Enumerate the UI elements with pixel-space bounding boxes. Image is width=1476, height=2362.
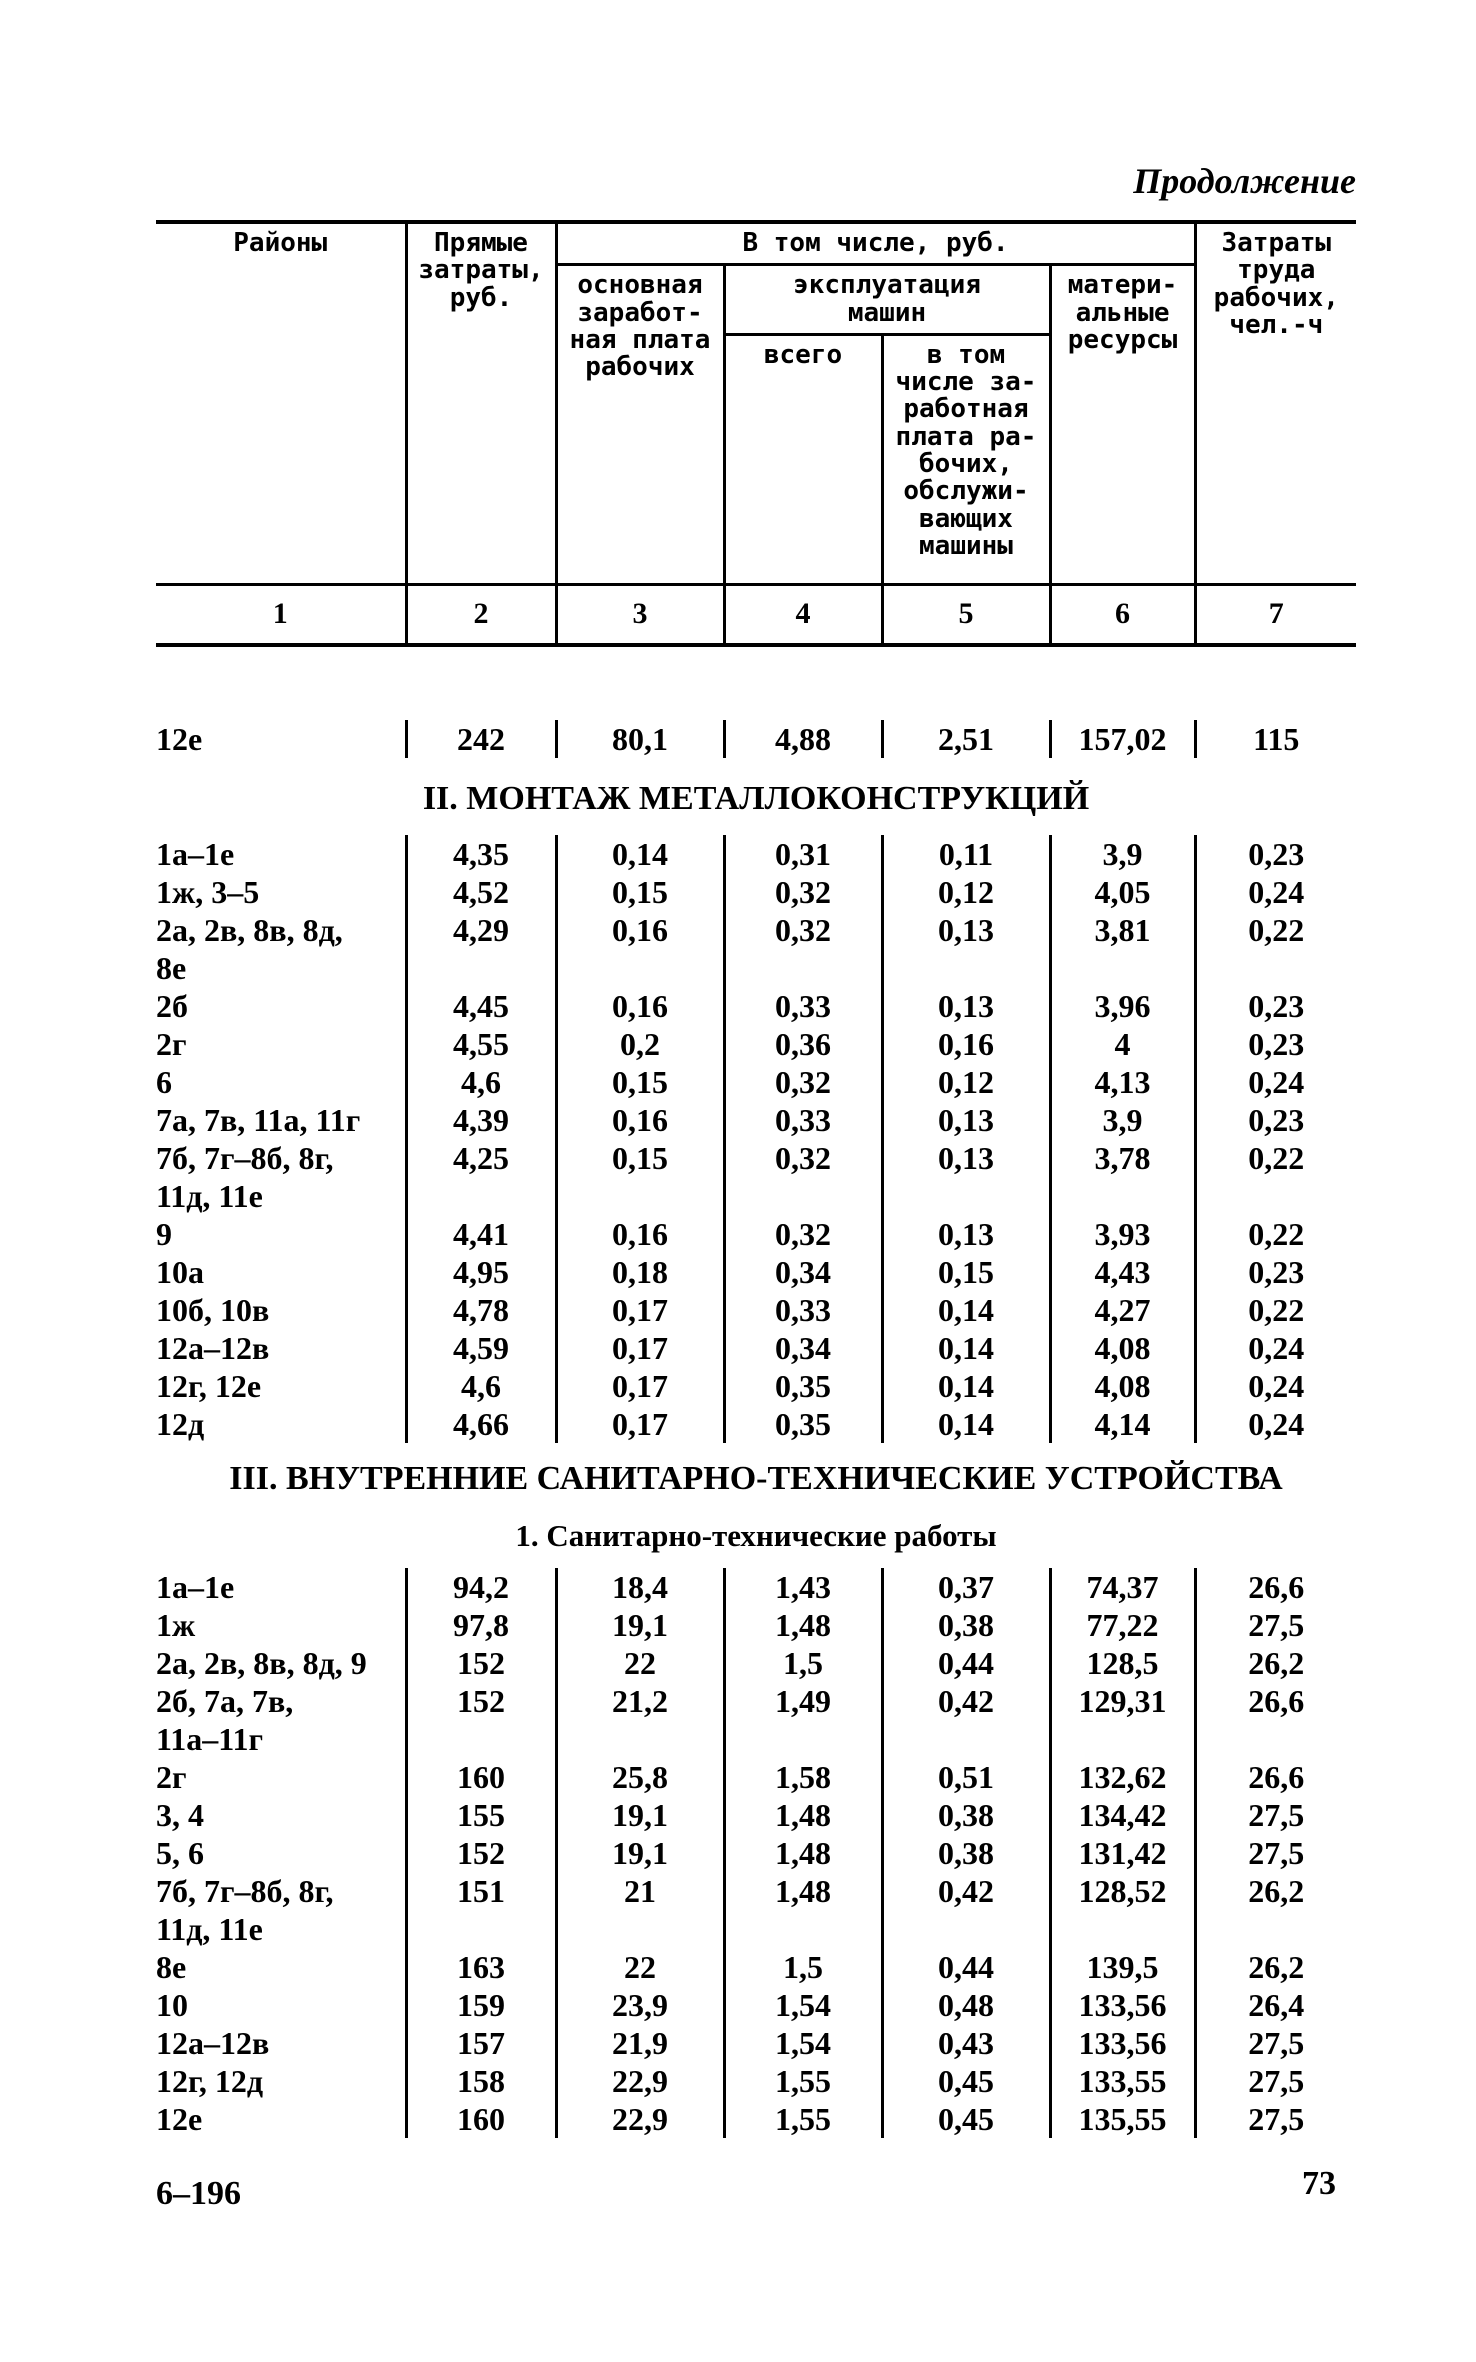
- value-cell: 0,16: [556, 911, 724, 987]
- first-row-block: [156, 720, 1356, 758]
- table-row: [156, 1291, 1356, 1329]
- value-cell: 4,14: [1050, 1405, 1195, 1443]
- table-row: [156, 1758, 1356, 1796]
- value-cell: 27,5: [1195, 1796, 1356, 1834]
- value-cell: 4,39: [406, 1101, 556, 1139]
- value-cell: 0,24: [1195, 1405, 1356, 1443]
- value-cell: 0,36: [724, 1025, 882, 1063]
- value-cell: 0,2: [556, 1025, 724, 1063]
- value-cell: 0,14: [882, 1329, 1050, 1367]
- value-cell: 242: [406, 720, 556, 758]
- column-numbers: [156, 584, 1356, 645]
- value-cell: 0,42: [882, 1682, 1050, 1758]
- table-header: [156, 220, 1356, 647]
- value-cell: 160: [406, 2100, 556, 2138]
- value-cell: 133,56: [1050, 1986, 1195, 2024]
- value-cell: 0,34: [724, 1329, 882, 1367]
- value-cell: 2,51: [882, 720, 1050, 758]
- value-cell: 131,42: [1050, 1834, 1195, 1872]
- col-num: 3: [556, 584, 724, 645]
- section-3-block: [156, 1568, 1356, 2138]
- region-cell: 3, 4: [156, 1797, 204, 1833]
- value-cell: 0,38: [882, 1606, 1050, 1644]
- value-cell: 1,48: [724, 1834, 882, 1872]
- value-cell: 4,95: [406, 1253, 556, 1291]
- region-cell: 10: [156, 1987, 188, 2023]
- table-row: [156, 1872, 1356, 1948]
- value-cell: 151: [406, 1872, 556, 1948]
- value-cell: 0,15: [556, 1063, 724, 1101]
- value-cell: 0,44: [882, 1644, 1050, 1682]
- value-cell: 18,4: [556, 1568, 724, 1606]
- value-cell: 94,2: [406, 1568, 556, 1606]
- value-cell: 0,17: [556, 1329, 724, 1367]
- value-cell: 21,2: [556, 1682, 724, 1758]
- region-cell: 1ж, 3–5: [156, 874, 260, 910]
- region-cell: 12е: [156, 721, 203, 757]
- table-row: [156, 1139, 1356, 1215]
- value-cell: 0,24: [1195, 1367, 1356, 1405]
- region-cell: 12г, 12е: [156, 1368, 262, 1404]
- value-cell: 0,22: [1195, 1215, 1356, 1253]
- value-cell: 139,5: [1050, 1948, 1195, 1986]
- value-cell: 0,32: [724, 911, 882, 987]
- region-cell: 2а, 2в, 8в, 8д, 8е: [156, 912, 343, 986]
- value-cell: 22,9: [556, 2100, 724, 2138]
- section-2-title: II. МОНТАЖ МЕТАЛЛОКОНСТРУКЦИЙ: [422, 780, 1090, 817]
- value-cell: 26,2: [1195, 1872, 1356, 1948]
- value-cell: 4,59: [406, 1329, 556, 1367]
- value-cell: 3,78: [1050, 1139, 1195, 1215]
- table-row: [156, 1834, 1356, 1872]
- table-row: [156, 1063, 1356, 1101]
- value-cell: 0,18: [556, 1253, 724, 1291]
- header-base-wages: основная заработ- ная плата рабочих: [556, 265, 724, 585]
- region-cell: 5, 6: [156, 1835, 204, 1871]
- value-cell: 27,5: [1195, 2024, 1356, 2062]
- continuation-label: Продолжение: [1133, 161, 1356, 201]
- value-cell: 4,05: [1050, 873, 1195, 911]
- value-cell: 1,54: [724, 1986, 882, 2024]
- value-cell: 3,96: [1050, 987, 1195, 1025]
- region-cell: 1а–1е: [156, 1569, 235, 1605]
- table-row: [156, 2062, 1356, 2100]
- region-cell: 7б, 7г–8б, 8г, 11д, 11е: [156, 1140, 334, 1214]
- value-cell: 0,12: [882, 1063, 1050, 1101]
- table-row: [156, 1367, 1356, 1405]
- value-cell: 1,5: [724, 1948, 882, 1986]
- value-cell: 0,16: [556, 1101, 724, 1139]
- value-cell: 0,15: [556, 1139, 724, 1215]
- value-cell: 1,43: [724, 1568, 882, 1606]
- region-cell: 12е: [156, 2101, 203, 2137]
- value-cell: 0,23: [1195, 1025, 1356, 1063]
- table-row: [156, 1606, 1356, 1644]
- value-cell: 1,48: [724, 1606, 882, 1644]
- value-cell: 26,2: [1195, 1644, 1356, 1682]
- value-cell: 19,1: [556, 1796, 724, 1834]
- section-3-table: [156, 1568, 1356, 2138]
- table-row: [156, 835, 1356, 873]
- region-cell: 2г: [156, 1026, 187, 1062]
- value-cell: 4: [1050, 1025, 1195, 1063]
- value-cell: 4,6: [406, 1367, 556, 1405]
- region-cell: 6: [156, 1064, 172, 1100]
- value-cell: 155: [406, 1796, 556, 1834]
- value-cell: 157: [406, 2024, 556, 2062]
- value-cell: 4,55: [406, 1025, 556, 1063]
- value-cell: 128,5: [1050, 1644, 1195, 1682]
- region-cell: 12г, 12д: [156, 2063, 264, 2099]
- value-cell: 0,14: [882, 1291, 1050, 1329]
- col-num: 7: [1195, 584, 1356, 645]
- value-cell: 0,13: [882, 1139, 1050, 1215]
- header-total: всего: [724, 334, 882, 584]
- value-cell: 21,9: [556, 2024, 724, 2062]
- value-cell: 27,5: [1195, 2062, 1356, 2100]
- table-row: [156, 911, 1356, 987]
- value-cell: 0,35: [724, 1405, 882, 1443]
- value-cell: 158: [406, 2062, 556, 2100]
- table-row: [156, 873, 1356, 911]
- region-cell: 2б, 7а, 7в, 11а–11г: [156, 1683, 294, 1757]
- value-cell: 157,02: [1050, 720, 1195, 758]
- table-row: [156, 1253, 1356, 1291]
- value-cell: 0,33: [724, 1291, 882, 1329]
- value-cell: 0,38: [882, 1834, 1050, 1872]
- value-cell: 0,32: [724, 1215, 882, 1253]
- value-cell: 3,93: [1050, 1215, 1195, 1253]
- value-cell: 0,45: [882, 2100, 1050, 2138]
- value-cell: 4,13: [1050, 1063, 1195, 1101]
- region-cell: 12д: [156, 1406, 205, 1442]
- value-cell: 4,43: [1050, 1253, 1195, 1291]
- value-cell: 0,13: [882, 911, 1050, 987]
- value-cell: 152: [406, 1834, 556, 1872]
- value-cell: 0,31: [724, 835, 882, 873]
- col-num: 6: [1050, 584, 1195, 645]
- region-cell: 10б, 10в: [156, 1292, 270, 1328]
- value-cell: 0,17: [556, 1405, 724, 1443]
- value-cell: 152: [406, 1682, 556, 1758]
- value-cell: 77,22: [1050, 1606, 1195, 1644]
- value-cell: 135,55: [1050, 2100, 1195, 2138]
- value-cell: 0,38: [882, 1796, 1050, 1834]
- section-3-subtitle: 1. Санитарно-технические работы: [515, 1518, 997, 1553]
- value-cell: 4,08: [1050, 1367, 1195, 1405]
- value-cell: 26,6: [1195, 1682, 1356, 1758]
- value-cell: 27,5: [1195, 2100, 1356, 2138]
- value-cell: 4,45: [406, 987, 556, 1025]
- table-row: [156, 1025, 1356, 1063]
- value-cell: 23,9: [556, 1986, 724, 2024]
- region-cell: 7а, 7в, 11а, 11г: [156, 1102, 361, 1138]
- value-cell: 0,45: [882, 2062, 1050, 2100]
- value-cell: 4,27: [1050, 1291, 1195, 1329]
- header-machine-wages: в том числе за- работная плата ра- бочих, обслужи- вающих машины: [882, 334, 1050, 584]
- value-cell: 133,56: [1050, 2024, 1195, 2062]
- region-cell: 9: [156, 1216, 172, 1252]
- value-cell: 1,55: [724, 2100, 882, 2138]
- table-row: [156, 1948, 1356, 1986]
- value-cell: 74,37: [1050, 1568, 1195, 1606]
- value-cell: 0,48: [882, 1986, 1050, 2024]
- value-cell: 26,6: [1195, 1758, 1356, 1796]
- value-cell: 0,15: [556, 873, 724, 911]
- region-cell: 8е: [156, 1949, 187, 1985]
- value-cell: 4,78: [406, 1291, 556, 1329]
- value-cell: 19,1: [556, 1834, 724, 1872]
- region-cell: 2а, 2в, 8в, 8д, 9: [156, 1645, 367, 1681]
- value-cell: 1,55: [724, 2062, 882, 2100]
- value-cell: 0,14: [556, 835, 724, 873]
- value-cell: 0,16: [882, 1025, 1050, 1063]
- table-row: [156, 1568, 1356, 1606]
- value-cell: 0,22: [1195, 1139, 1356, 1215]
- section-2-block: [156, 835, 1356, 1443]
- header-labor: Затраты труда рабочих, чел.-ч: [1195, 222, 1356, 584]
- value-cell: 0,32: [724, 1139, 882, 1215]
- header-machine-operation: эксплуатация машин: [724, 265, 1050, 335]
- col-num: 2: [406, 584, 556, 645]
- value-cell: 4,35: [406, 835, 556, 873]
- header-direct-costs: Прямые затраты, руб.: [406, 222, 556, 584]
- value-cell: 4,88: [724, 720, 882, 758]
- value-cell: 0,35: [724, 1367, 882, 1405]
- value-cell: 4,6: [406, 1063, 556, 1101]
- value-cell: 4,08: [1050, 1329, 1195, 1367]
- value-cell: 22: [556, 1644, 724, 1682]
- value-cell: 4,66: [406, 1405, 556, 1443]
- value-cell: 3,9: [1050, 835, 1195, 873]
- header-regions: Районы: [156, 222, 406, 584]
- section-2-table: [156, 835, 1356, 1443]
- value-cell: 115: [1195, 720, 1356, 758]
- value-cell: 25,8: [556, 1758, 724, 1796]
- table-row: [156, 987, 1356, 1025]
- value-cell: 0,24: [1195, 1329, 1356, 1367]
- value-cell: 129,31: [1050, 1682, 1195, 1758]
- value-cell: 0,32: [724, 873, 882, 911]
- value-cell: 26,4: [1195, 1986, 1356, 2024]
- value-cell: 0,16: [556, 1215, 724, 1253]
- value-cell: 80,1: [556, 720, 724, 758]
- value-cell: 133,55: [1050, 2062, 1195, 2100]
- value-cell: 0,23: [1195, 835, 1356, 873]
- value-cell: 0,17: [556, 1367, 724, 1405]
- value-cell: 1,48: [724, 1872, 882, 1948]
- section-3-title: III. ВНУТРЕННИЕ САНИТАРНО-ТЕХНИЧЕСКИЕ УСТРОЙСТВА: [229, 1460, 1283, 1497]
- value-cell: 3,9: [1050, 1101, 1195, 1139]
- value-cell: 0,24: [1195, 1063, 1356, 1101]
- value-cell: 27,5: [1195, 1606, 1356, 1644]
- col-num: 1: [156, 584, 406, 645]
- value-cell: 0,13: [882, 987, 1050, 1025]
- value-cell: 0,15: [882, 1253, 1050, 1291]
- value-cell: 1,5: [724, 1644, 882, 1682]
- value-cell: 0,32: [724, 1063, 882, 1101]
- value-cell: 1,54: [724, 2024, 882, 2062]
- value-cell: 3,81: [1050, 911, 1195, 987]
- region-cell: 1а–1е: [156, 836, 235, 872]
- value-cell: 0,13: [882, 1215, 1050, 1253]
- first-row-table: [156, 720, 1356, 758]
- value-cell: 0,23: [1195, 987, 1356, 1025]
- value-cell: 1,49: [724, 1682, 882, 1758]
- value-cell: 21: [556, 1872, 724, 1948]
- table-row: [156, 1796, 1356, 1834]
- col-num: 5: [882, 584, 1050, 645]
- table-row: [156, 1101, 1356, 1139]
- value-cell: 0,12: [882, 873, 1050, 911]
- value-cell: 1,48: [724, 1796, 882, 1834]
- value-cell: 4,41: [406, 1215, 556, 1253]
- region-cell: 2г: [156, 1759, 187, 1795]
- header-including: В том числе, руб.: [556, 222, 1195, 265]
- value-cell: 97,8: [406, 1606, 556, 1644]
- header-materials: матери- альные ресурсы: [1050, 265, 1195, 585]
- value-cell: 26,6: [1195, 1568, 1356, 1606]
- table-row: [156, 2100, 1356, 2138]
- value-cell: 132,62: [1050, 1758, 1195, 1796]
- value-cell: 0,14: [882, 1367, 1050, 1405]
- value-cell: 0,16: [556, 987, 724, 1025]
- value-cell: 0,43: [882, 2024, 1050, 2062]
- value-cell: 0,11: [882, 835, 1050, 873]
- value-cell: 0,24: [1195, 873, 1356, 911]
- value-cell: 0,13: [882, 1101, 1050, 1139]
- region-cell: 12а–12в: [156, 2025, 270, 2061]
- value-cell: 19,1: [556, 1606, 724, 1644]
- value-cell: 159: [406, 1986, 556, 2024]
- region-cell: 10а: [156, 1254, 204, 1290]
- table-row: [156, 1986, 1356, 2024]
- value-cell: 22,9: [556, 2062, 724, 2100]
- region-cell: 12а–12в: [156, 1330, 270, 1366]
- table-row: [156, 1329, 1356, 1367]
- region-cell: 1ж: [156, 1607, 196, 1643]
- value-cell: 0,22: [1195, 911, 1356, 987]
- table-row: [156, 2024, 1356, 2062]
- value-cell: 27,5: [1195, 1834, 1356, 1872]
- value-cell: 26,2: [1195, 1948, 1356, 1986]
- table-row: [156, 1682, 1356, 1758]
- value-cell: 134,42: [1050, 1796, 1195, 1834]
- value-cell: 0,23: [1195, 1253, 1356, 1291]
- region-cell: 2б: [156, 988, 188, 1024]
- table-row: [156, 1405, 1356, 1443]
- value-cell: 0,42: [882, 1872, 1050, 1948]
- table-row: [156, 720, 1356, 758]
- value-cell: 0,37: [882, 1568, 1050, 1606]
- value-cell: 4,25: [406, 1139, 556, 1215]
- table-row: [156, 1215, 1356, 1253]
- value-cell: 163: [406, 1948, 556, 1986]
- value-cell: 22: [556, 1948, 724, 1986]
- value-cell: 0,14: [882, 1405, 1050, 1443]
- value-cell: 1,58: [724, 1758, 882, 1796]
- value-cell: 0,33: [724, 1101, 882, 1139]
- sheet-signature: 6–196: [156, 2175, 241, 2212]
- table-row: [156, 1644, 1356, 1682]
- value-cell: 0,33: [724, 987, 882, 1025]
- value-cell: 160: [406, 1758, 556, 1796]
- value-cell: 128,52: [1050, 1872, 1195, 1948]
- col-num: 4: [724, 584, 882, 645]
- value-cell: 0,34: [724, 1253, 882, 1291]
- region-cell: 7б, 7г–8б, 8г, 11д, 11е: [156, 1873, 334, 1947]
- value-cell: 0,23: [1195, 1101, 1356, 1139]
- value-cell: 152: [406, 1644, 556, 1682]
- value-cell: 0,22: [1195, 1291, 1356, 1329]
- value-cell: 4,52: [406, 873, 556, 911]
- value-cell: 0,44: [882, 1948, 1050, 1986]
- value-cell: 4,29: [406, 911, 556, 987]
- page-number: 73: [1302, 2165, 1336, 2202]
- value-cell: 0,17: [556, 1291, 724, 1329]
- value-cell: 0,51: [882, 1758, 1050, 1796]
